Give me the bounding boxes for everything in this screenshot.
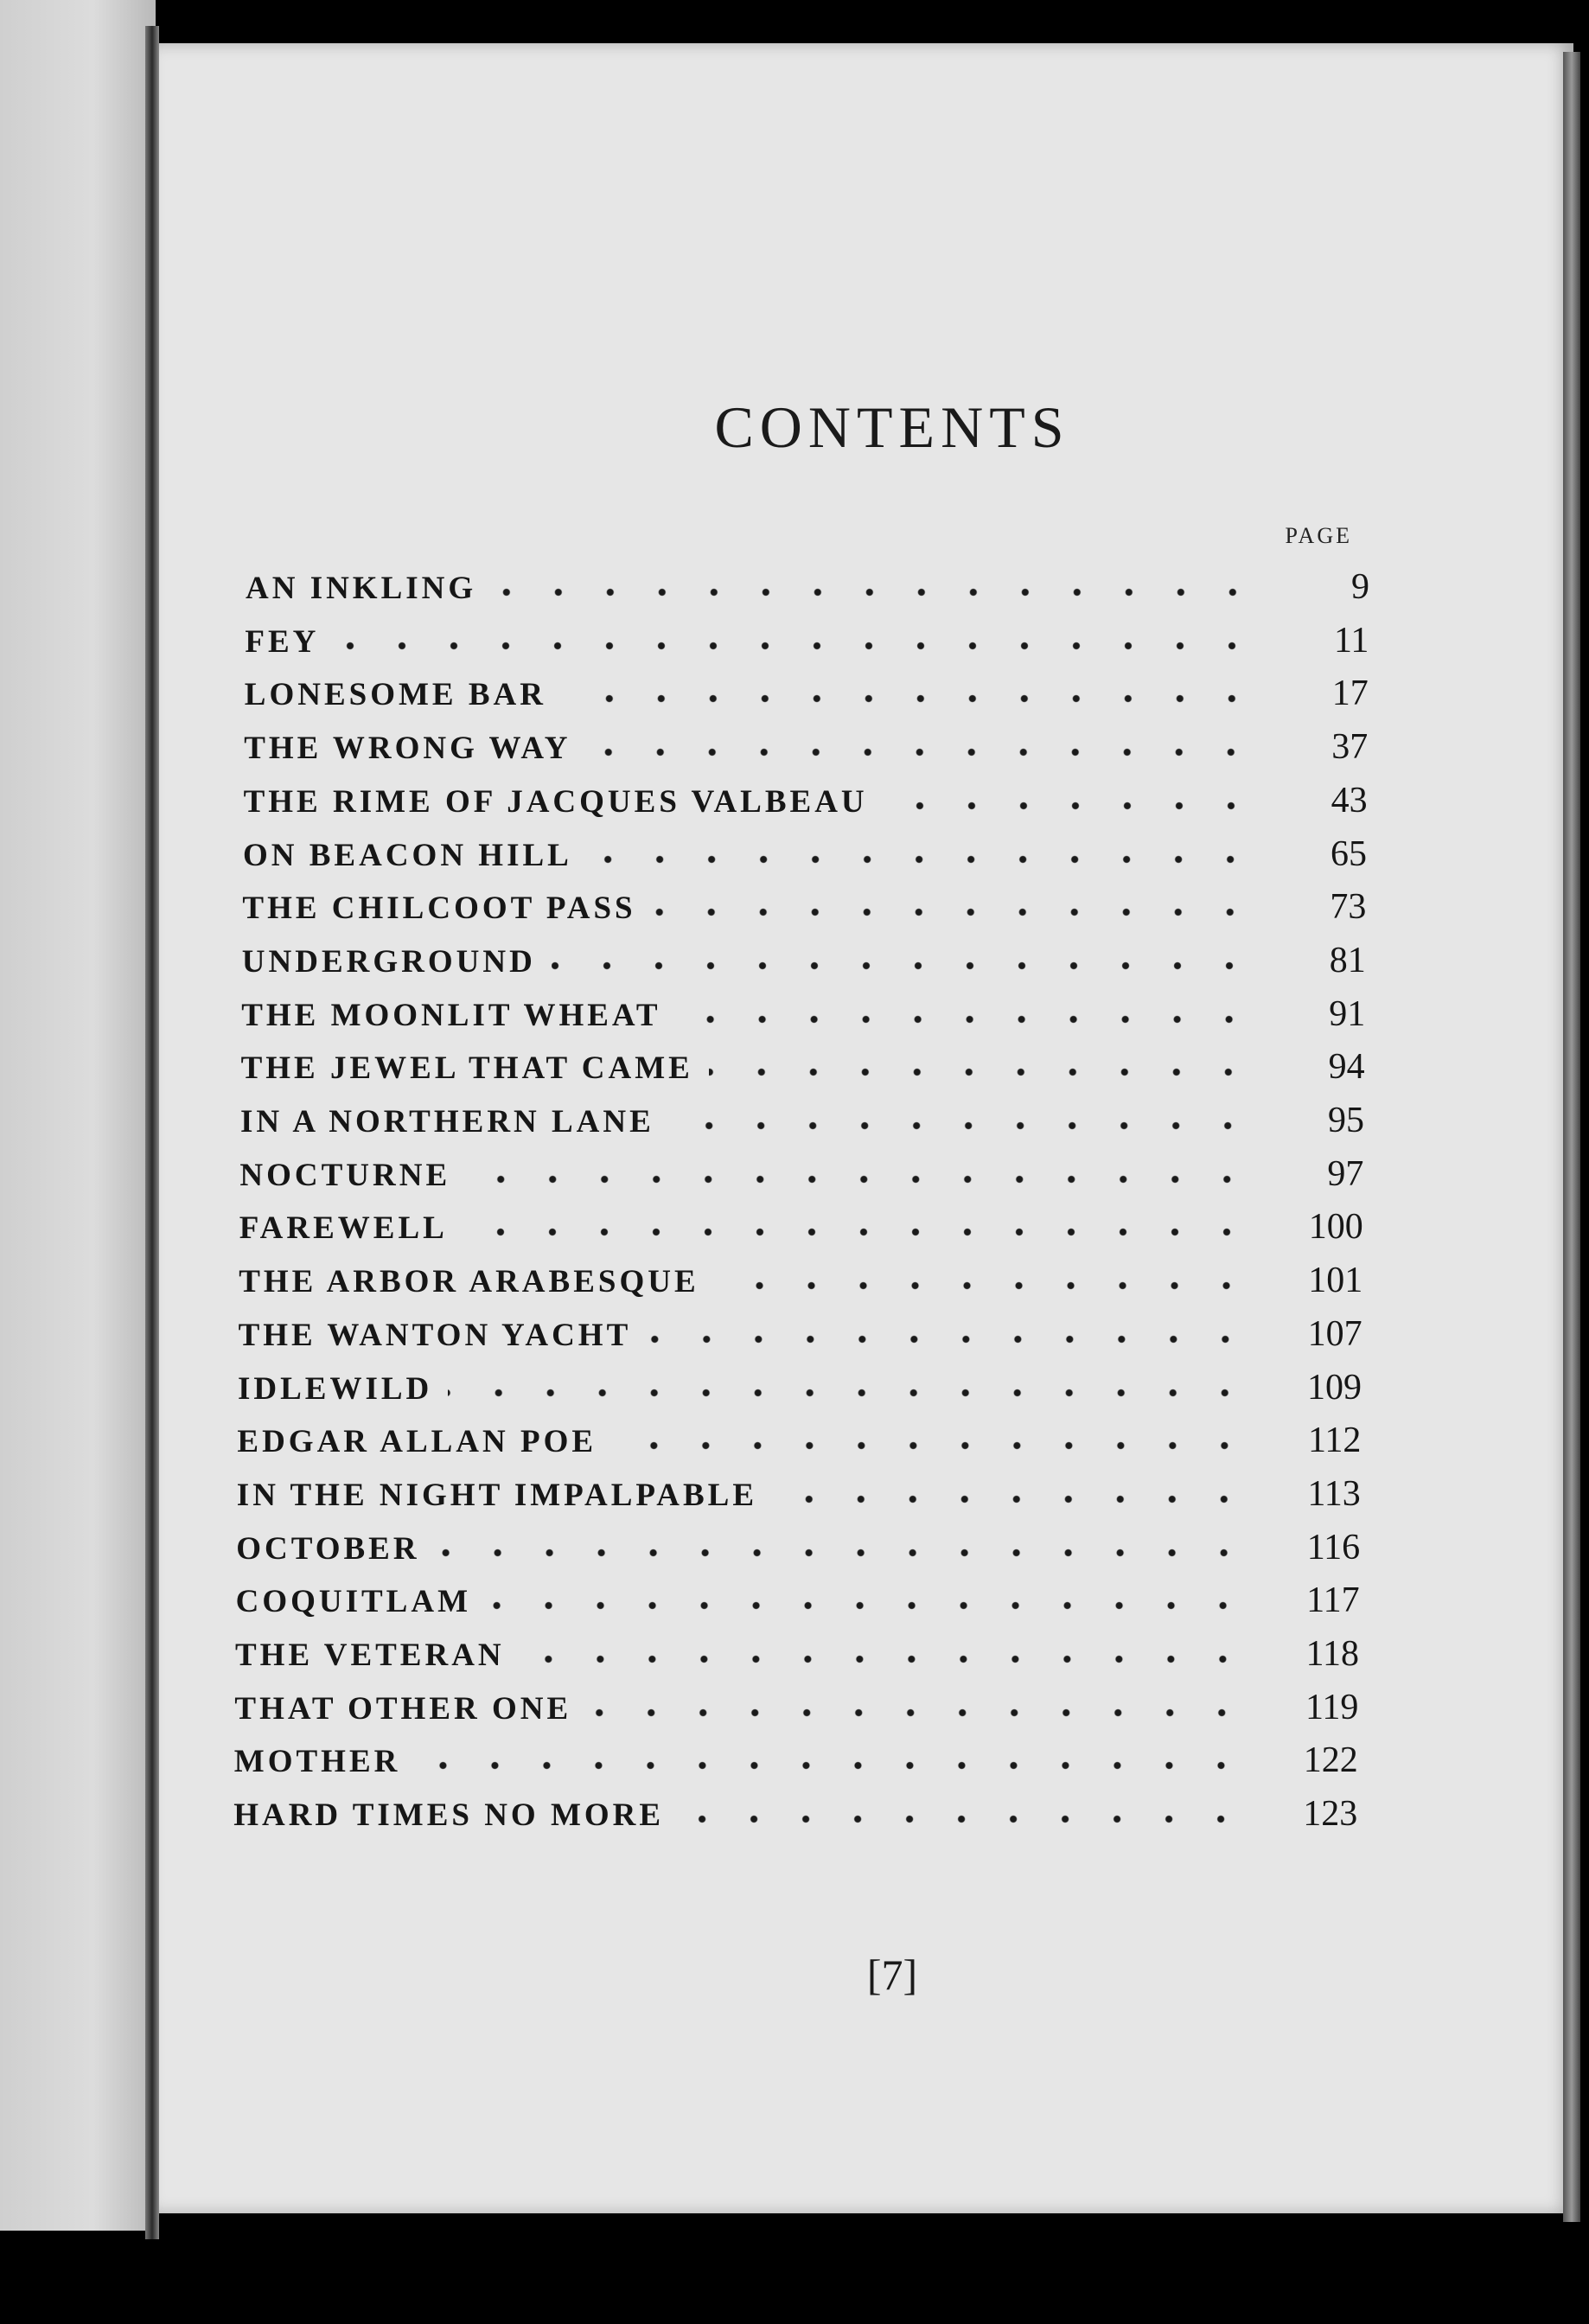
toc-entry [241,1046,1365,1098]
dot-leader [416,1760,1247,1771]
toc-entry-title: EDGAR ALLAN POE [237,1424,597,1460]
dot-leader [715,1280,1253,1291]
toc-entry-page: 117 [1306,1580,1360,1621]
dot-leader [588,854,1256,865]
toc-entry [234,1687,1358,1739]
dot-leader [586,747,1257,757]
dot-leader [587,1708,1248,1718]
toc-entry-page: 65 [1331,833,1367,874]
toc-entry-title: IDLEWILD [238,1370,433,1407]
toc-entry [236,1527,1360,1579]
table-of-contents [159,43,1573,2213]
toc-entry-title: THE RIME OF JACQUES VALBEAU [243,783,868,820]
toc-entry [245,620,1369,672]
toc-entry-title: IN THE NIGHT IMPALPABLE [236,1477,758,1513]
page-title: CONTENTS [714,394,1070,460]
toc-entry [239,1260,1362,1312]
dot-leader [466,1174,1253,1184]
toc-entry [236,1580,1360,1631]
toc-entry-page: 97 [1327,1153,1364,1194]
toc-entry-title: THE MOONLIT WHEAT [241,997,661,1033]
toc-entry-page: 73 [1330,887,1367,928]
toc-entry-page: 116 [1306,1527,1361,1567]
dot-leader [487,1600,1249,1611]
dot-leader [335,641,1258,651]
toc-entry-page: 101 [1308,1261,1363,1301]
dot-leader [647,1334,1251,1344]
toc-entry-page: 37 [1331,727,1369,768]
toc-entry [237,1473,1361,1525]
toc-entry-title: THE CHILCOOT PASS [242,891,636,927]
dot-leader [652,907,1256,917]
dot-leader [463,1227,1253,1237]
dot-leader [884,801,1257,811]
book-gutter [145,26,159,2239]
facing-page-edge [0,0,156,2231]
toc-entry-title: ON BEACON HILL [243,837,572,873]
toc-entry [244,726,1368,778]
toc-entry-page: 123 [1303,1794,1358,1835]
dot-leader [773,1494,1250,1504]
toc-entry-page: 9 [1351,567,1369,607]
toc-entry-title: LONESOME BAR [244,677,546,713]
toc-entry-title: THAT OTHER ONE [234,1690,572,1727]
dot-leader [612,1440,1250,1451]
toc-entry [239,1153,1363,1205]
toc-entry-title: OCTOBER [236,1530,420,1567]
toc-entry-page: 107 [1307,1313,1362,1354]
toc-entry-page: 81 [1329,940,1366,980]
page-edge-right [1563,52,1580,2222]
toc-entry-page: 109 [1307,1367,1362,1408]
dot-leader [448,1388,1251,1398]
toc-entry-page: 118 [1305,1634,1359,1674]
toc-entry [243,833,1367,885]
dot-leader [492,587,1259,597]
dot-leader [436,1548,1250,1558]
toc-entry-page: 94 [1328,1047,1365,1088]
toc-entry-page: 91 [1329,993,1366,1034]
toc-entry-page: 122 [1303,1740,1358,1781]
toc-entry [233,1793,1357,1845]
toc-entry [240,1100,1364,1152]
toc-entry-page: 11 [1333,620,1369,661]
toc-entry [239,1313,1362,1365]
toc-entry-page: 112 [1307,1421,1362,1461]
page-column-header: PAGE [1285,523,1352,548]
toc-entry [238,1367,1362,1419]
dot-leader [709,1067,1254,1077]
toc-entry-title: MOTHER [233,1744,401,1780]
toc-entry [235,1633,1359,1685]
toc-entry-title: THE WANTON YACHT [238,1317,632,1353]
dot-leader [552,961,1255,971]
toc-entry [237,1420,1361,1472]
page-number: [7] [866,1950,918,1999]
toc-entry-title: COQUITLAM [235,1584,471,1620]
toc-entry [242,886,1366,938]
toc-entry-title: THE ARBOR ARABESQUE [239,1264,699,1300]
toc-entry-title: NOCTURNE [239,1157,451,1193]
toc-entry-title: THE VETERAN [235,1638,505,1673]
toc-entry [241,993,1365,1045]
toc-entry-title: THE JEWEL THAT CAME [240,1050,693,1087]
toc-entry-title: HARD TIMES NO MORE [233,1797,665,1834]
toc-entry [239,1206,1363,1258]
toc-entry-title: FEY [245,623,320,660]
toc-entry-page: 119 [1305,1687,1359,1727]
toc-entry-page: 95 [1328,1101,1364,1140]
toc-entry [234,1740,1358,1791]
dot-leader [520,1654,1248,1664]
dot-leader [680,1814,1247,1824]
toc-entry-title: UNDERGROUND [241,943,536,980]
toc-entry-title: AN INKLING [246,571,477,606]
book-page [159,43,1573,2213]
toc-entry-page: 113 [1307,1473,1361,1514]
dot-leader [677,1014,1255,1025]
dot-leader [562,693,1258,704]
dot-leader [670,1120,1254,1131]
toc-entry [242,940,1366,992]
toc-entry-title: IN A NORTHERN LANE [240,1104,654,1140]
toc-entry [245,673,1369,725]
toc-entry-page: 43 [1331,780,1368,820]
toc-entry-title: FAREWELL [239,1210,448,1247]
toc-entry-page: 17 [1331,674,1369,714]
toc-entry-title: THE WRONG WAY [244,731,571,767]
toc-entry [244,780,1368,832]
toc-entry [246,566,1369,618]
toc-entry-page: 100 [1308,1207,1363,1248]
